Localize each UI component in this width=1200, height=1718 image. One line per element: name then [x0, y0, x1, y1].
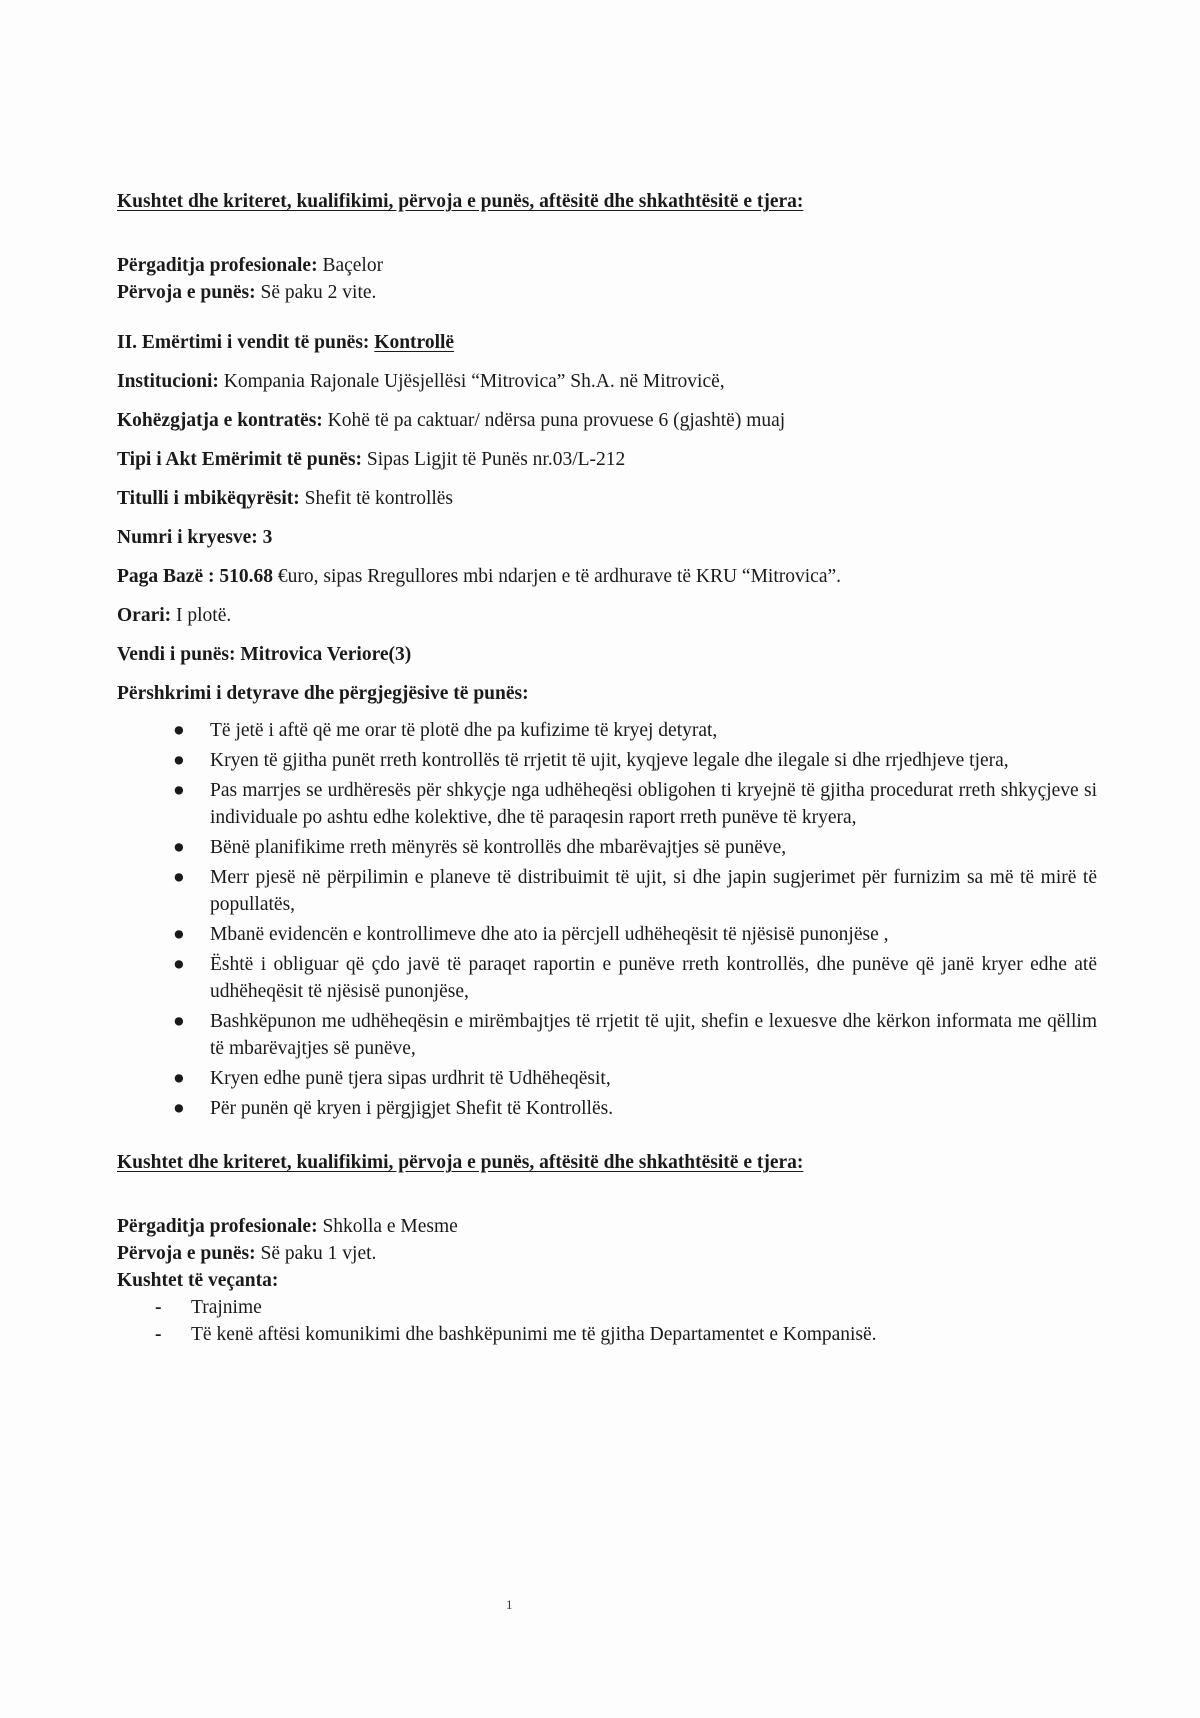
bullet-icon: ● [173, 1068, 185, 1089]
field-count: Numri i kryesve: 3 [117, 527, 273, 548]
exp-value: Së paku 2 vite. [255, 282, 377, 303]
section2-prep-line: Përgaditja profesionale: Shkolla e Mesme [117, 1216, 458, 1237]
list-item: ● Të jetë i aftë që me orar të plotë dhe pa kufizime të kryej detyrat, [117, 717, 1097, 744]
bullet-icon: ● [173, 867, 185, 888]
section2-heading: Kushtet dhe kriteret, kualifikimi, përvoja e punës, aftësitë dhe shkathtësitë e tjera: [117, 1152, 804, 1173]
position-title-line [117, 329, 1097, 356]
field-schedule: Orari: I plotë. [117, 605, 232, 626]
dash-icon: - [155, 1324, 162, 1345]
bullet-icon: ● [173, 954, 185, 975]
duties-heading: Përshkrimi i detyrave dhe përgjegjësive të punës: [117, 683, 529, 704]
list-item: ● Për punën që kryen i përgjigjet Shefit të Kontrollës. [117, 1095, 1097, 1122]
list-item: - Trajnime [117, 1294, 1097, 1321]
list-item: ● Pas marrjes se urdhëresës për shkyçje nga udhëheqësi obligohen ti kryejnë të gjitha procedurat rreth shkyçjeve si individuale po ashtu edhe kolektive, dhe të paraqesin raport rreth punëve të kryera, [117, 777, 1097, 831]
bullet-icon: ● [173, 750, 185, 771]
list-item: - Të kenë aftësi komunikimi dhe bashkëpunimi me të gjitha Departamentet e Kompanisë. [117, 1321, 1097, 1348]
duties-list [117, 717, 1097, 1122]
list-item: ● Kryen edhe punë tjera sipas urdhrit të Udhëheqësit, [117, 1065, 1097, 1092]
field-workplace: Vendi i punës: Mitrovica Veriore(3) [117, 644, 412, 665]
position-title-label: II. Emërtimi i vendit të punës: [117, 332, 370, 353]
position-title-value: Kontrollë [374, 332, 455, 353]
list-item: ● Bashkëpunon me udhëheqësin e mirëmbajtjes të rrjetit të ujit, shefin e lexuesve dhe kërkon informata me qëllim të mbarëvajtjes së punëve, [117, 1008, 1097, 1062]
exp-label: Përvoja e punës: [117, 282, 256, 303]
bullet-icon: ● [173, 837, 185, 858]
field-supervisor: Titulli i mbikëqyrësit: Shefit të kontrollës [117, 488, 454, 509]
bullet-icon: ● [173, 1098, 185, 1119]
special-conditions-label: Kushtet të veçanta: [117, 1270, 279, 1291]
special-conditions-list [117, 1294, 1097, 1348]
bullet-icon: ● [173, 1011, 185, 1032]
page-number: 1 [506, 1597, 513, 1612]
section1-prep-line [117, 252, 1097, 279]
bullet-icon: ● [173, 720, 185, 741]
list-item: ● Kryen të gjitha punët rreth kontrollës të rrjetit të ujit, kyqjeve legale dhe ilegale si dhe rrjedhjeve tjera, [117, 747, 1097, 774]
document-page [117, 188, 1097, 1348]
position-fields [117, 368, 1097, 668]
section1-exp-line [117, 279, 1097, 306]
field-contract-duration: Kohëzgjatja e kontratës: Kohë të pa caktuar/ ndërsa puna provuese 6 (gjashtë) muaj [117, 410, 786, 431]
list-item: ● Merr pjesë në përpilimin e planeve të distribuimit të ujit, si dhe japin sugjerimet për furnizim sa më të mirë të popullatës, [117, 864, 1097, 918]
list-item: ● Mbanë evidencën e kontrollimeve dhe ato ia përcjell udhëheqësit të njësisë punonjëse , [117, 921, 1097, 948]
prep-label: Përgaditja profesionale: [117, 255, 318, 276]
bullet-icon: ● [173, 924, 185, 945]
list-item: ● Bënë planifikime rreth mënyrës së kontrollës dhe mbarëvajtjes së punëve, [117, 834, 1097, 861]
field-appointment-type: Tipi i Akt Emërimit të punës: Sipas Ligjit të Punës nr.03/L-212 [117, 449, 626, 470]
prep-value: Baçelor [317, 255, 384, 276]
section2-exp-line: Përvoja e punës: Së paku 1 vjet. [117, 1243, 377, 1264]
field-base-salary: Paga Bazë : 510.68 €uro, sipas Rregullores mbi ndarjen e të ardhurave të KRU “Mitrovica”. [117, 566, 842, 587]
section1-heading: Kushtet dhe kriteret, kualifikimi, përvoja e punës, aftësitë dhe shkathtësitë e tjera: [117, 191, 804, 212]
bullet-icon: ● [173, 780, 185, 801]
dash-icon: - [155, 1297, 162, 1318]
field-institution: Institucioni: Kompania Rajonale Ujësjellësi “Mitrovica” Sh.A. në Mitrovicë, [117, 371, 725, 392]
list-item: ● Është i obliguar që çdo javë të paraqet raportin e punëve rreth kontrollës, dhe punëve që janë kryer edhe atë udhëheqësit të njësisë punonjëse, [117, 951, 1097, 1005]
